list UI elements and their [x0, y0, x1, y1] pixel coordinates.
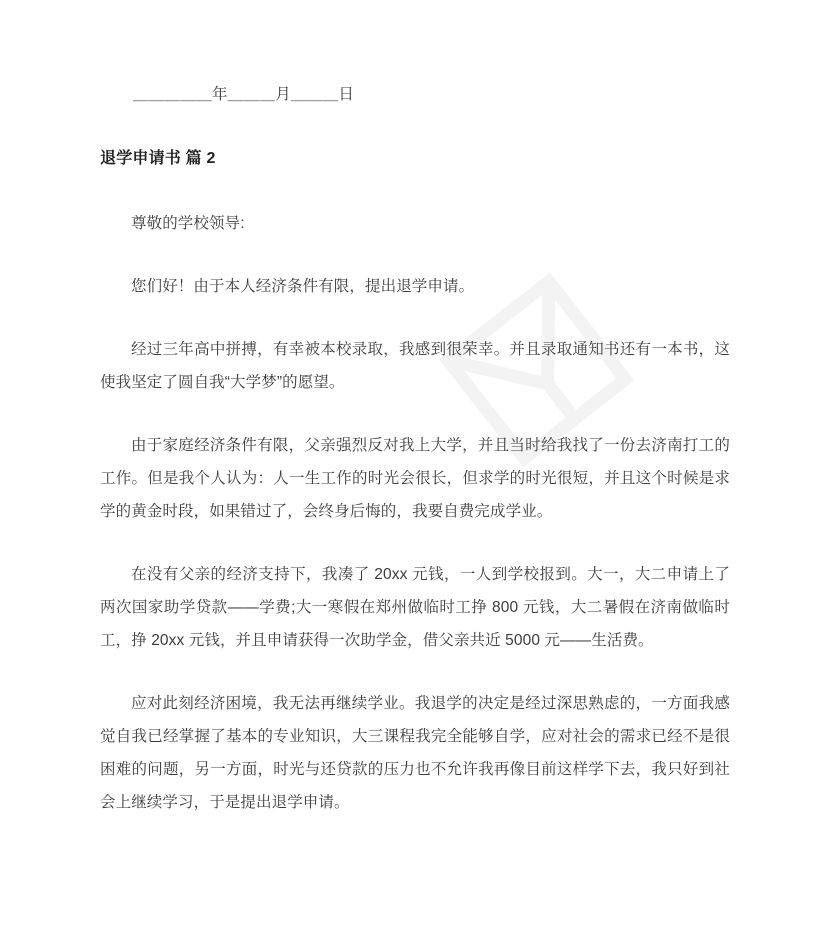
- salutation-paragraph: 尊敬的学校领导:: [131, 215, 245, 233]
- date-blank-line: ＿＿＿＿＿年＿＿＿月＿＿＿日: [133, 86, 355, 103]
- body-paragraph: 由于家庭经济条件有限，父亲强烈反对我上大学，并且当时给我找了一份去济南打工的工作。但是我个人认为：人一生工作的时光会很长，但求学的时光很短，并且这个时候是求学的黄金时段，如果错过了，会终身后悔的，我要自费完成学业。: [100, 437, 730, 521]
- page-title: 退学申请书 篇 2: [100, 150, 216, 168]
- body-paragraph: 应对此刻经济困境，我无法再继续学业。我退学的决定是经过深思熟虑的，一方面我感觉自我已经掌握了基本的专业知识，大三课程我完全能够自学，应对社会的需求已经不是很困难的问题，另一方面，时光与还贷款的压力也不允许我再像目前这样学下去，我只好到社会上继续学习，于是提出退学申请。: [100, 695, 730, 812]
- body-paragraph: 经过三年高中拼搏，有幸被本校录取，我感到很荣幸。并且录取通知书还有一本书，这使我坚定了圆自我“大学梦”的愿望。: [100, 341, 730, 392]
- body-paragraph: 您们好！由于本人经济条件有限，提出退学申请。: [131, 278, 475, 296]
- body-paragraph: 在没有父亲的经济支持下，我凑了 20xx 元钱，一人到学校报到。大一，大二申请上了两次国家助学贷款——学费;大一寒假在郑州做临时工挣 800 元钱，大二暑假在济南做临时工，挣 20xx 元钱，并且申请获得一次助学金，借父亲共近 5000 元——生活费。: [100, 566, 730, 650]
